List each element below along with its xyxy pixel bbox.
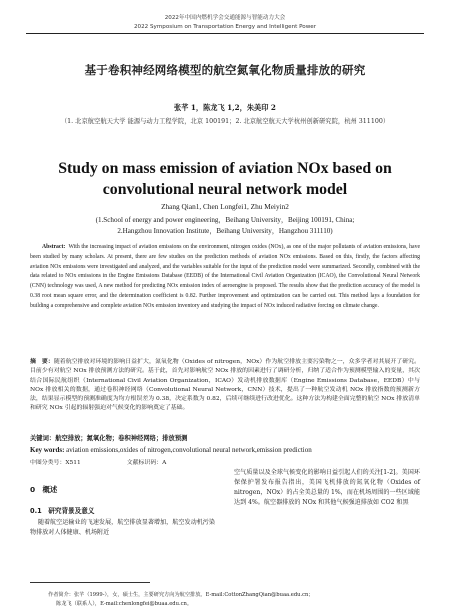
abstract-en-label: Abstract:: [42, 244, 66, 250]
keywords-cn: 关键词：航空排放；氮氧化物；卷积神经网络；排放预测: [30, 435, 188, 442]
body-paragraph-right: 空气质量以及全球气候变化的影响日益引起人们的关注[1-2]。美国环保保护署发布报告指出，美国飞机排放的氮氧化物（Oxides of nitrogen，NOx）的占全美总量的 1%，而在机场周围的一些区域能达到 4%。航空器排放的 NOx 和其他气候强迫排放如 CO2 和黑: [234, 469, 420, 507]
affiliation-en-line2: 2.Hangzhou Innovation Institute，Beihang University，Hangzhou 311110): [117, 226, 333, 235]
classification-line: [30, 457, 420, 466]
keywords-en-text: aviation emissions,oxides of nitrogen,convolutional neural network,emission prediction: [66, 446, 312, 454]
footnote-rule: [30, 582, 150, 583]
header-rule: [26, 33, 424, 34]
keywords-en-label: Key words:: [30, 446, 65, 454]
footnote-line2: 陈龙飞（联系人），E-mail:chenlongfei@buaa.edu.cn。: [56, 600, 193, 607]
conference-title-en: 2022 Symposium on Transportation Energy and Intelligent Power: [133, 24, 317, 30]
paper-title-en-line1: Study on mass emission of aviation NOx based on: [58, 160, 392, 177]
body-paragraph-left: [30, 518, 215, 538]
paper-title-cn: 基于卷积神经网络模型的航空氮氧化物质量排放的研究: [84, 63, 366, 77]
body-column-left: [30, 468, 215, 538]
document-code: 文献标识码：A: [126, 460, 167, 466]
abstract-cn-text: 随着航空排放对环境的影响日益扩大，氮氧化物（Oxides of nitrogen，NOx）作为航空排放主要污染物之一，众多学者对其展开了研究。目前少有对航空 NOx 排放预测方法的研究。基于此，首先对影响航空 NOx 排放的因素进行了调研分析，归纳了适合作为预测模型输入的变量，其次结合国际民航组织（International Civil Aviation Organization，ICAO）发动机排放数据库（Engine Emissions Database，EEDB）中与 NOx 排放相关的数据，通过卷积神经网络（Convolutional Neural Network，CNN）技术，提出了一种航空发动机 NOx 排放指数的预测新方法，结果显示模型的预测准确度为均方根误差为 0.38，决定系数为 0.82，后续可继续进行改进优化。这种方法为构建全面完整的航空 NOx 排放清单和研究 NOx 引起的辐射强迫对气候变化的影响奠定了基础。: [30, 359, 421, 412]
conference-title-cn: 2022年中国内燃机学会交通能源与智能动力大会: [164, 15, 286, 21]
paper-title-en: [0, 158, 450, 200]
paper-title-en-line2: convolutional neural network model: [102, 181, 348, 198]
abstract-cn-label: 摘 要：: [30, 358, 54, 365]
clc-number: 中图分类号：X511: [30, 460, 81, 466]
abstract-en: [30, 243, 420, 311]
conference-header: [0, 14, 450, 32]
body-column-right: [234, 468, 420, 508]
author-footnote: [48, 591, 420, 608]
authors-cn: 张芊 1，陈龙飞 1,2，朱美印 2: [174, 103, 276, 112]
abstract-en-text: With the increasing impact of aviation emissions on the environment, nitrogen oxides (NOx), as one of the major pollutants of aviation emissions, have been studied by many scholars. At present, there are few studies on the prediction methods of aviation NOx emissions. Based on this, firstly, the factors affecting aviation NOx emissions were investigated and analyzed, and the variables suitable for the input of the prediction model were summarized. Secondly, combined with the data related to NOx emissions in the Engine Emissions Database (EEDB) of the International Civil Aviation Organization (ICAO), the Convolutional Neural Network (CNN) technology was used, A new method for predicting NOx emission index of aeroengine is proposed. The results show that the prediction accuracy of the model is 0.38 root mean square error, and the determination coefficient is 0.82. Further improvement and optimization can be carried out. This method lays a foundation for building a comprehensive and complete aviation NOx emission inventory and studying the impact of NOx induced radiative forcing on climate change.: [30, 244, 421, 309]
abstract-cn: [30, 357, 420, 414]
section-heading: 0 概述: [30, 485, 58, 494]
affiliation-cn: （1. 北京航空航天大学 能源与动力工程学院，北京 100191；2. 北京航空航天大学杭州创新研究院，杭州 311100）: [60, 118, 390, 125]
affiliation-en-line1: (1.School of energy and power engineering，Beihang University，Beijing 100191, China;: [95, 216, 355, 224]
footnote-line1: 作者简介：张芊（1999-），女，硕士生，主要研究方向为航空排放。E-mail:CottonZhangQian@buaa.edu.cn；: [48, 592, 314, 598]
authors-en: Zhang Qian1, Chen Longfei1, Zhu Meiyin2: [161, 202, 289, 211]
keywords-en: [30, 446, 420, 454]
subsection-heading: 0.1 研究背景及意义: [30, 507, 95, 515]
affiliation-en: [30, 215, 420, 236]
body-paragraph-left-text: 随着航空运输业的飞速发展，航空排放显著增加，航空发动机污染物排放对人体健康、机场附近: [30, 519, 216, 537]
